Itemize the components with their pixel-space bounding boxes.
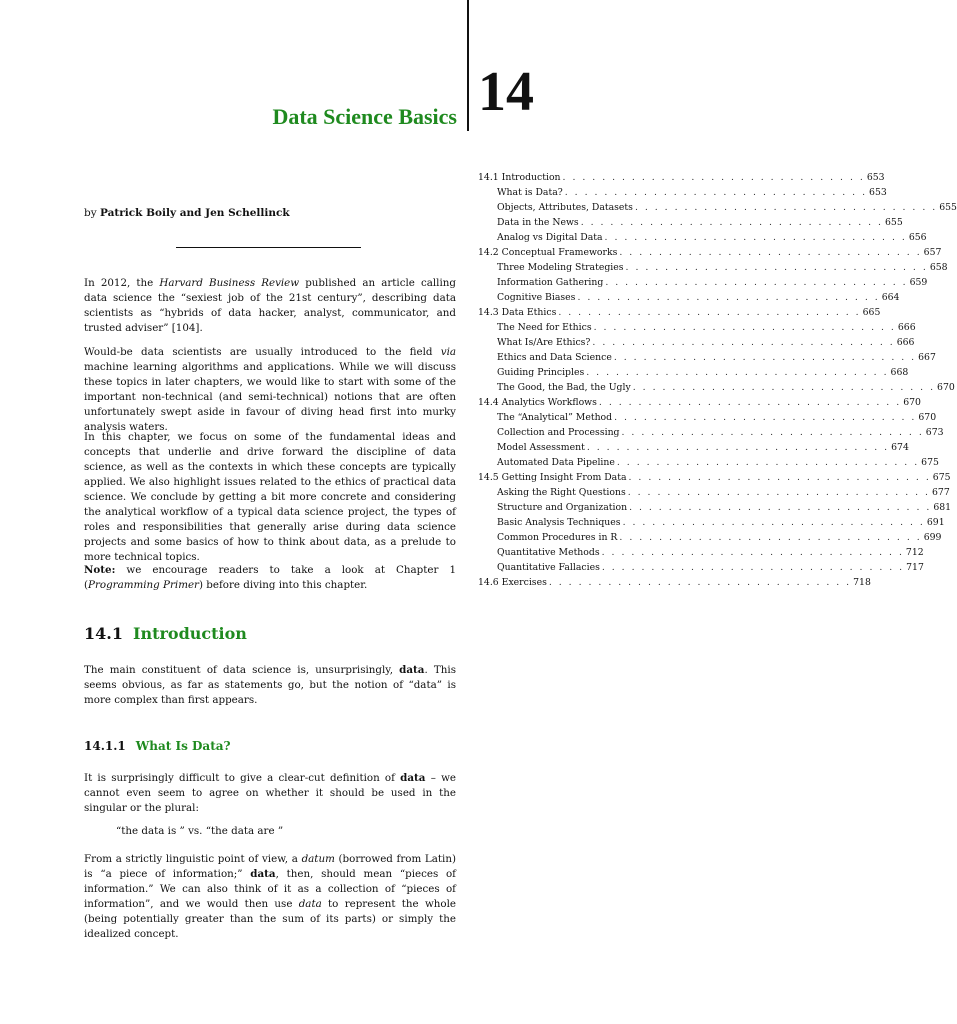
- p3-text: In this chapter, we focus on some of the fundamental ideas and concepts that underlie and drive forward the discipline of data science, as well as the contexts in which these concepts are typically applied. We also highlight issues related to the ethics of practical data science. We conclude by getting a bit more concrete and considering the analytical workflow of a typical data science project, the types of roles and responsibilities that generally arise during data science projects and some basics of how to think about data, as a prelude to more technical topics.: [84, 431, 456, 563]
- toc-leader-dots: [547, 575, 853, 590]
- intro-paragraph-1: [84, 276, 456, 336]
- toc-entry-label: What Is/Are Ethics?: [497, 337, 591, 348]
- toc-entry-page: 677: [932, 487, 950, 498]
- toc-subentry[interactable]: [478, 335, 915, 350]
- toc-subentry[interactable]: [478, 365, 909, 380]
- toc-entry-page: 674: [891, 442, 909, 453]
- toc-entry-label: What is Data?: [497, 187, 563, 198]
- toc-leader-dots: [563, 185, 869, 200]
- toc-entry-page: 681: [933, 502, 952, 513]
- toc-leader-dots: [617, 530, 923, 545]
- toc-entry-label: Three Modeling Strategies: [497, 262, 624, 273]
- p5-text-a: The main constituent of data science is, unsurprisingly,: [84, 664, 400, 676]
- toc-entry-page: 656: [908, 232, 927, 243]
- toc-subentry[interactable]: [478, 215, 903, 230]
- toc-entry-label: 14.2 Conceptual Frameworks: [478, 247, 618, 258]
- toc-entry-page: 718: [853, 577, 871, 588]
- toc-leader-dots: [617, 245, 923, 260]
- subsection-number: 14.1.1: [84, 739, 126, 753]
- toc-leader-dots: [633, 200, 939, 215]
- toc-leader-dots: [561, 170, 867, 185]
- toc-entry-label: 14.6 Exercises: [478, 577, 547, 588]
- toc-subentry[interactable]: [478, 560, 924, 575]
- toc-subentry[interactable]: [478, 500, 952, 515]
- toc-subentry[interactable]: [478, 515, 945, 530]
- toc-entry-label: The Good, the Bad, the Ugly: [497, 382, 631, 393]
- toc-entry-page: 666: [897, 322, 916, 333]
- subsection-heading: [84, 739, 231, 753]
- chapter-table-of-contents: [478, 170, 957, 590]
- section-number: 14.1: [84, 624, 123, 643]
- toc-entry-page: 659: [909, 277, 928, 288]
- toc-leader-dots: [627, 470, 933, 485]
- toc-subentry[interactable]: [478, 290, 900, 305]
- toc-entry-label: 14.3 Data Ethics: [478, 307, 557, 318]
- toc-leader-dots: [612, 350, 918, 365]
- toc-entry-label: Information Gathering: [497, 277, 604, 288]
- toc-entry-page: 655: [939, 202, 957, 213]
- p7-text-d: to represent the whole (being potentially greater than the sum of its parts) or simply the idealized concept.: [84, 898, 456, 940]
- section-heading: [84, 624, 247, 643]
- p5-strong: data: [399, 664, 425, 676]
- toc-leader-dots: [585, 440, 891, 455]
- p7-text-a: From a strictly linguistic point of view, a: [84, 853, 302, 865]
- subsection-paragraph-1: [84, 771, 456, 816]
- toc-entry-page: 675: [921, 457, 939, 468]
- toc-entry-label: The “Analytical” Method: [497, 412, 613, 423]
- toc-entry-label: Asking the Right Questions: [497, 487, 626, 498]
- toc-leader-dots: [603, 275, 909, 290]
- chapter-divider-rule: [467, 0, 469, 131]
- toc-leader-dots: [626, 485, 932, 500]
- toc-entry-label: 14.5 Getting Insight From Data: [478, 472, 627, 483]
- p6-strong: data: [400, 772, 426, 784]
- toc-entry-label: Guiding Principles: [497, 367, 585, 378]
- toc-entry-page: 653: [866, 172, 885, 183]
- p6-text-a: It is surprisingly difficult to give a clear-cut definition of: [84, 772, 401, 784]
- toc-entry[interactable]: [478, 575, 871, 590]
- toc-leader-dots: [590, 335, 896, 350]
- data-usage-quote: “the data is ” vs. “the data are ”: [116, 825, 284, 837]
- toc-entry-page: 717: [906, 562, 924, 573]
- toc-subentry[interactable]: [478, 200, 957, 215]
- toc-subentry[interactable]: [478, 230, 927, 245]
- intro-paragraph-2: [84, 345, 456, 435]
- p7-emphasis-1: datum: [301, 853, 335, 865]
- toc-subentry[interactable]: [478, 425, 944, 440]
- p2-text-a: Would-be data scientists are usually introduced to the field: [84, 346, 441, 358]
- toc-entry-label: Data in the News: [497, 217, 579, 228]
- toc-entry-page: 665: [862, 307, 881, 318]
- toc-subentry[interactable]: [478, 455, 939, 470]
- toc-leader-dots: [624, 260, 930, 275]
- p7-text-b: (borrowed from Latin) is “a piece of information;”: [84, 853, 456, 880]
- p2-emphasis: via: [440, 346, 456, 358]
- toc-entry-label: 14.4 Analytics Workflows: [478, 397, 597, 408]
- toc-entry-label: Structure and Organization: [497, 502, 628, 513]
- toc-entry-label: Objects, Attributes, Datasets: [497, 202, 633, 213]
- toc-entry-label: 14.1 Introduction: [478, 172, 561, 183]
- subsection-paragraph-2: [84, 852, 456, 942]
- p7-emphasis-2: data: [298, 898, 322, 910]
- section-title: Introduction: [132, 624, 247, 643]
- toc-subentry[interactable]: [478, 485, 950, 500]
- toc-entry-label: The Need for Ethics: [497, 322, 592, 333]
- toc-subentry[interactable]: [478, 380, 955, 395]
- toc-leader-dots: [584, 365, 890, 380]
- p7-text-c: , then, should mean “pieces of information.” We can also think of it as a collection of “pieces of information”, and we would then use: [84, 868, 456, 910]
- chapter-title: Data Science Basics: [272, 104, 457, 129]
- toc-entry[interactable]: [478, 170, 885, 185]
- toc-leader-dots: [575, 290, 881, 305]
- toc-leader-dots: [612, 410, 918, 425]
- toc-entry-page: 691: [926, 517, 945, 528]
- toc-subentry[interactable]: [478, 320, 916, 335]
- intro-paragraph-3: [84, 430, 456, 565]
- toc-entry-label: Quantitative Fallacies: [497, 562, 600, 573]
- toc-leader-dots: [603, 230, 909, 245]
- note-text-b: ) before diving into this chapter.: [198, 579, 368, 591]
- toc-entry-label: Basic Analysis Techniques: [497, 517, 621, 528]
- p1-text-b: published an article calling data science the “sexiest job of the 21st century”, describing data scientists as “hybrids of data hacker, analyst, communicator, and trusted adviser” [104].: [84, 277, 456, 334]
- toc-subentry[interactable]: [478, 410, 937, 425]
- intro-note: [84, 563, 456, 593]
- toc-leader-dots: [556, 305, 862, 320]
- toc-subentry[interactable]: [478, 275, 928, 290]
- subsection-title: What Is Data?: [135, 739, 231, 753]
- toc-entry-page: 699: [923, 532, 942, 543]
- p1-journal-title: Harvard Business Review: [159, 277, 300, 289]
- toc-subentry[interactable]: [478, 185, 887, 200]
- authors-separator-rule: [176, 247, 361, 248]
- toc-entry-page: 712: [905, 547, 924, 558]
- toc-entry-label: Automated Data Pipeline: [497, 457, 615, 468]
- toc-entry-page: 670: [918, 412, 937, 423]
- toc-entry-page: 667: [918, 352, 936, 363]
- toc-entry-label: Ethics and Data Science: [497, 352, 612, 363]
- toc-leader-dots: [592, 320, 898, 335]
- toc-entry-page: 664: [881, 292, 900, 303]
- toc-entry-label: Common Procedures in R: [497, 532, 618, 543]
- toc-leader-dots: [600, 560, 906, 575]
- p7-strong: data: [250, 868, 276, 880]
- chapter-number: 14: [478, 61, 534, 123]
- toc-entry-page: 670: [937, 382, 955, 393]
- toc-subentry[interactable]: [478, 545, 924, 560]
- toc-leader-dots: [615, 455, 921, 470]
- toc-leader-dots: [597, 395, 903, 410]
- toc-entry-label: Analog vs Digital Data: [497, 232, 603, 243]
- section-paragraph-1: [84, 663, 456, 708]
- toc-entry-page: 675: [932, 472, 951, 483]
- toc-leader-dots: [621, 515, 927, 530]
- toc-leader-dots: [631, 380, 937, 395]
- toc-leader-dots: [627, 500, 933, 515]
- toc-entry[interactable]: [478, 470, 951, 485]
- toc-subentry[interactable]: [478, 260, 948, 275]
- toc-entry-page: 655: [884, 217, 903, 228]
- note-chapter-ref: Programming Primer: [88, 579, 199, 591]
- toc-leader-dots: [579, 215, 885, 230]
- toc-entry-page: 670: [903, 397, 921, 408]
- toc-entry-page: 668: [890, 367, 909, 378]
- p1-text-a: In 2012, the: [84, 277, 160, 289]
- toc-entry-page: 673: [925, 427, 944, 438]
- toc-entry-label: Collection and Processing: [497, 427, 620, 438]
- toc-entry-page: 657: [923, 247, 942, 258]
- toc-entry[interactable]: [478, 395, 921, 410]
- toc-leader-dots: [620, 425, 926, 440]
- toc-subentry[interactable]: [478, 530, 942, 545]
- toc-subentry[interactable]: [478, 350, 936, 365]
- authors-prefix: by: [84, 207, 97, 219]
- authors-line: [84, 207, 290, 219]
- authors-names: Patrick Boily and Jen Schellinck: [100, 207, 290, 219]
- toc-entry-label: Cognitive Biases: [497, 292, 576, 303]
- toc-entry-label: Model Assessment: [497, 442, 585, 453]
- toc-entry-label: Quantitative Methods: [497, 547, 600, 558]
- note-label: Note:: [84, 564, 116, 576]
- toc-entry-page: 653: [869, 187, 887, 198]
- p5-text-b: . This seems obvious, as far as statements go, but the notion of “data” is more complex than first appears.: [84, 664, 456, 706]
- toc-entry[interactable]: [478, 245, 942, 260]
- toc-entry-page: 666: [896, 337, 915, 348]
- p6-text-b: – we cannot even seem to agree on whether it should be used in the singular or the plural:: [84, 772, 456, 814]
- toc-entry-page: 658: [929, 262, 948, 273]
- p2-text-b: machine learning algorithms and applications. While we will discuss these topics in later chapters, we would like to start with some of the important non-technical (and semi-technical) notions that are often unfortunately swept aside in favour of diving head first into murky analysis waters.: [84, 361, 456, 433]
- toc-leader-dots: [600, 545, 906, 560]
- toc-subentry[interactable]: [478, 440, 909, 455]
- note-text-a: we encourage readers to take a look at Chapter 1 (: [84, 564, 456, 591]
- toc-entry[interactable]: [478, 305, 881, 320]
